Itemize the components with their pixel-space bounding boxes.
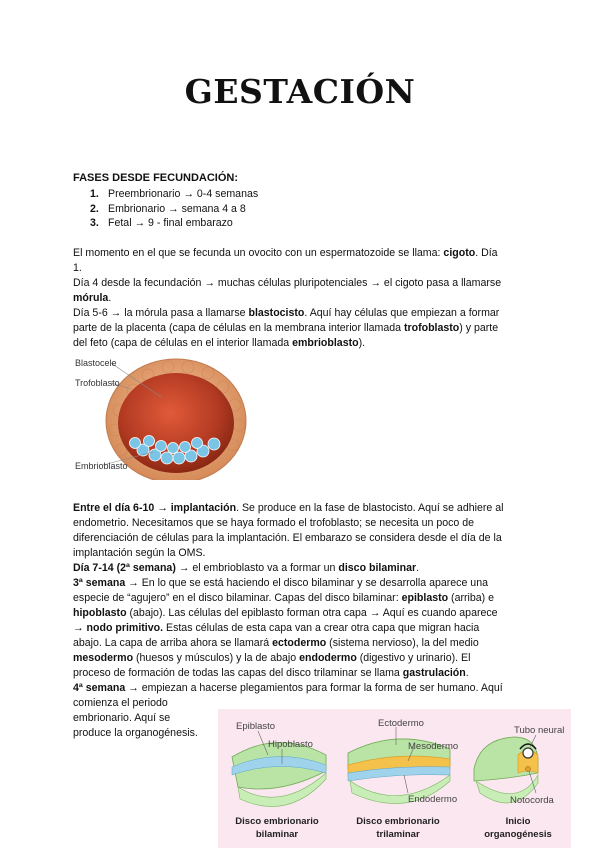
label-trofoblasto: Trofoblasto (75, 378, 120, 388)
caption-organogenesis-1: Inicio (505, 816, 531, 827)
phase-item: 1. Preembrionario → 0-4 semanas (90, 188, 259, 200)
phases-heading: FASES DESDE FECUNDACIÓN: (73, 172, 239, 184)
phase-item: 3. Fetal → 9 - final embarazo (90, 217, 233, 229)
label-endodermo: Endodermo (408, 794, 458, 805)
label-hipoblasto: Hipoblasto (268, 739, 313, 750)
label-notocorda: Notocorda (510, 795, 554, 806)
label-blastocele: Blastocele (75, 358, 117, 368)
caption-trilaminar-2: trilaminar (376, 829, 420, 840)
phases-list (90, 187, 258, 231)
label-tubo-neural: Tubo neural (514, 725, 565, 736)
page-title: GESTACIÓN (184, 72, 416, 111)
label-epiblasto: Epiblasto (236, 721, 276, 732)
paragraph-implantacion: Entre el día 6-10 → implantación. Se produce en la fase de blastocisto. Aquí se adhiere al endometrio. Necesitamos que se haya formado el trofoblasto; se necesita un poco de diferenciación de células para la implantación. El embarazo se considera desde el día de la implantación según la OMS. Día 7-14 (2ª semana) → el embrioblasto va a formar un disco bilaminar. 3ª semana → En lo que se está haciendo el disco bilaminar y se desarrolla aparece una especie de “agujero” en el disco bilaminar. Capas del disco bilaminar: epiblasto (arriba) e hipoblasto (abajo). Las células del epiblasto forman otra capa → Aquí es cuando aparece → nodo primitivo. Estas células de esta capa van a crear otra capa que migran hacia abajo. La capa de arriba ahora se llamará ectodermo (sistema nervioso), la del medio mesodermo (huesos y músculos) y la de abajo endodermo (digestivo y urinario). El proceso de formación de todas las capas del disco trilaminar se llama gastrulación. 4ª semana → empiezan a hacerse plegamientos para formar la forma de ser humano. Aquí comienza el periodo embrionario. Aquí se produce la organogénesis. (73, 502, 504, 739)
caption-organogenesis-2: organogénesis (484, 829, 552, 840)
caption-bilaminar-1: Disco embrionario (235, 816, 319, 827)
caption-trilaminar-1: Disco embrionario (356, 816, 440, 827)
embryonic-disc-figure (218, 709, 571, 848)
caption-bilaminar-2: bilaminar (255, 829, 299, 840)
label-embrioblasto: Embrioblasto (75, 461, 128, 471)
paragraph-fecundacion: El momento en el que se fecunda un ovocito con un espermatozoide se llama: cigoto. Día 1. Día 4 desde la fecundación → muchas células pluripotenciales → el cigoto pasa a llamarse mórula. Día 5-6 → la mórula pasa a llamarse blastocisto. Aquí hay células que empiezan a formar parte de la placenta (capa de células en la membrana interior llamada trofoblasto) y parte del feto (capa de células en el interior llamada embrioblasto). (73, 247, 502, 349)
blastocyst-figure (73, 355, 283, 480)
label-mesodermo: Mesodermo (408, 741, 459, 752)
phase-item: 2. Embrionario → semana 4 a 8 (90, 202, 246, 215)
label-ectodermo: Ectodermo (378, 718, 424, 729)
